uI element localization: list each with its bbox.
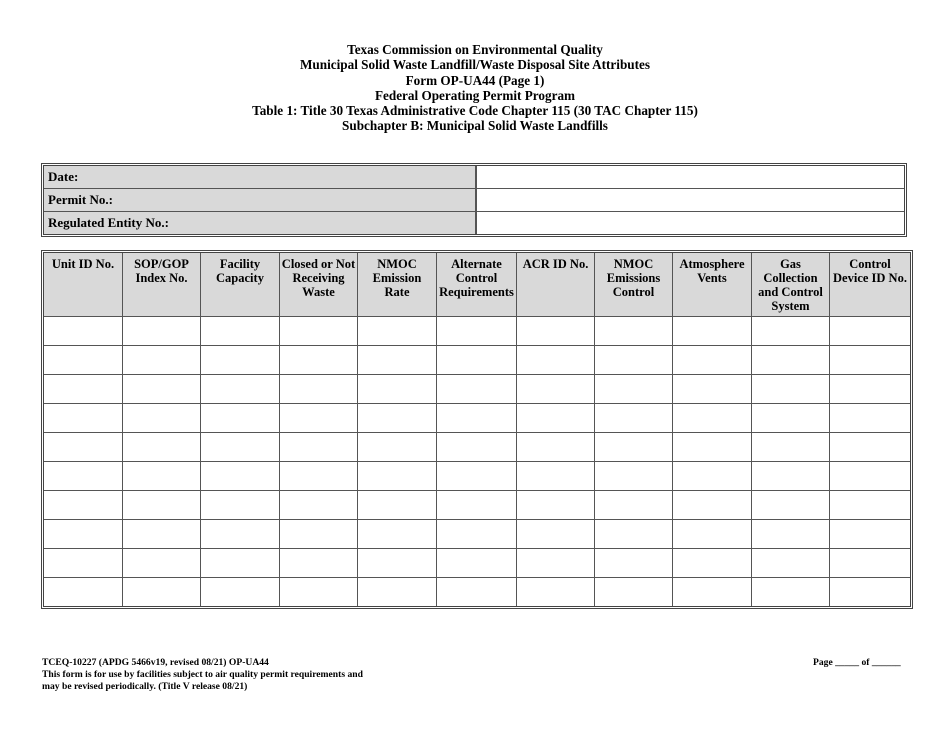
- table-cell[interactable]: [595, 433, 673, 462]
- table-cell[interactable]: [437, 578, 517, 606]
- table-cell[interactable]: [201, 317, 280, 346]
- table-cell[interactable]: [673, 433, 752, 462]
- table-cell[interactable]: [358, 346, 437, 375]
- table-cell[interactable]: [830, 346, 910, 375]
- table-cell[interactable]: [517, 404, 595, 433]
- table-cell[interactable]: [830, 520, 910, 549]
- table-cell[interactable]: [44, 346, 123, 375]
- table-cell[interactable]: [752, 433, 830, 462]
- table-cell[interactable]: [44, 433, 123, 462]
- table-cell[interactable]: [673, 404, 752, 433]
- table-cell[interactable]: [358, 375, 437, 404]
- table-cell[interactable]: [830, 578, 910, 606]
- table-row: [44, 462, 910, 491]
- table-title: Table 1: Title 30 Texas Administrative Code Chapter 115 (30 TAC Chapter 115): [252, 103, 698, 119]
- col-alternate-control: Alternate Control Requirements: [437, 253, 517, 317]
- table-cell[interactable]: [595, 346, 673, 375]
- table-cell[interactable]: [752, 462, 830, 491]
- table-cell[interactable]: [673, 346, 752, 375]
- table-cell[interactable]: [517, 578, 595, 606]
- table-cell[interactable]: [517, 433, 595, 462]
- table-cell[interactable]: [201, 462, 280, 491]
- table-cell[interactable]: [752, 346, 830, 375]
- form-number: Form OP-UA44 (Page 1): [405, 72, 545, 88]
- regulated-entity-field[interactable]: [477, 212, 904, 234]
- usage-note-2: may be revised periodically. (Title V release 08/21): [42, 680, 248, 692]
- table-cell[interactable]: [44, 578, 123, 606]
- table-cell[interactable]: [437, 491, 517, 520]
- table-row: [44, 491, 910, 520]
- table-cell[interactable]: [280, 520, 358, 549]
- col-control-device-id: Control Device ID No.: [830, 253, 910, 317]
- table-cell[interactable]: [517, 462, 595, 491]
- table-cell[interactable]: [280, 578, 358, 606]
- table-cell[interactable]: [437, 404, 517, 433]
- table-cell[interactable]: [595, 520, 673, 549]
- table-cell[interactable]: [358, 520, 437, 549]
- form-footer: [42, 657, 363, 692]
- table-cell[interactable]: [517, 375, 595, 404]
- table-cell[interactable]: [358, 462, 437, 491]
- col-sop-gop-index: SOP/GOP Index No.: [123, 253, 201, 317]
- table-cell[interactable]: [44, 520, 123, 549]
- table-cell[interactable]: [830, 317, 910, 346]
- table-cell[interactable]: [673, 462, 752, 491]
- table-cell[interactable]: [673, 578, 752, 606]
- col-nmoc-emissions-control: NMOC Emissions Control: [595, 253, 673, 317]
- table-cell[interactable]: [123, 404, 201, 433]
- table-row: [44, 375, 910, 404]
- table-cell[interactable]: [517, 491, 595, 520]
- table-cell[interactable]: [752, 520, 830, 549]
- table-row: [44, 346, 910, 375]
- table-cell[interactable]: [123, 578, 201, 606]
- table-cell[interactable]: [595, 491, 673, 520]
- table-cell[interactable]: [201, 375, 280, 404]
- table-cell[interactable]: [595, 375, 673, 404]
- unit-attributes-table: [41, 250, 913, 609]
- date-label: Date:: [44, 166, 477, 189]
- table-cell[interactable]: [830, 375, 910, 404]
- table-cell[interactable]: [358, 317, 437, 346]
- table-cell[interactable]: [201, 491, 280, 520]
- table-cell[interactable]: [123, 433, 201, 462]
- table-cell[interactable]: [280, 491, 358, 520]
- table-cell[interactable]: [830, 462, 910, 491]
- table-cell[interactable]: [201, 346, 280, 375]
- permit-info-table: [41, 163, 907, 237]
- table-cell[interactable]: [673, 317, 752, 346]
- table-cell[interactable]: [358, 578, 437, 606]
- table-cell[interactable]: [673, 549, 752, 578]
- table-cell[interactable]: [123, 317, 201, 346]
- table-cell[interactable]: [123, 346, 201, 375]
- table-cell[interactable]: [123, 491, 201, 520]
- form-header: [0, 42, 950, 134]
- permit-label: Permit No.:: [44, 189, 477, 212]
- entity-row: [44, 212, 904, 234]
- table-cell[interactable]: [358, 404, 437, 433]
- col-gas-collection: Gas Collection and Control System: [752, 253, 830, 317]
- subchapter-title: Subchapter B: Municipal Solid Waste Landfills: [342, 118, 608, 134]
- table-cell[interactable]: [595, 404, 673, 433]
- table-cell[interactable]: [673, 520, 752, 549]
- table-cell[interactable]: [517, 520, 595, 549]
- table-cell[interactable]: [358, 549, 437, 578]
- table-row: [44, 549, 910, 578]
- table-cell[interactable]: [673, 375, 752, 404]
- table-cell[interactable]: [44, 491, 123, 520]
- table-cell[interactable]: [201, 433, 280, 462]
- table-cell[interactable]: [752, 491, 830, 520]
- table-cell[interactable]: [595, 578, 673, 606]
- table-cell[interactable]: [752, 404, 830, 433]
- form-subject: Municipal Solid Waste Landfill/Waste Disposal Site Attributes: [299, 57, 650, 73]
- regulated-entity-label: Regulated Entity No.:: [44, 212, 477, 234]
- page-number: Page _____ of ______: [813, 657, 901, 668]
- date-row: [44, 166, 904, 189]
- table-row: [44, 433, 910, 462]
- table-cell[interactable]: [517, 346, 595, 375]
- table-cell[interactable]: [358, 433, 437, 462]
- col-nmoc-emission-rate: NMOC Emission Rate: [358, 253, 437, 317]
- table-row: [44, 404, 910, 433]
- table-cell[interactable]: [517, 317, 595, 346]
- table-cell[interactable]: [201, 404, 280, 433]
- table-cell[interactable]: [280, 317, 358, 346]
- col-acr-id: ACR ID No.: [517, 253, 595, 317]
- unit-rows: [44, 317, 910, 606]
- table-cell[interactable]: [437, 317, 517, 346]
- table-cell[interactable]: [830, 404, 910, 433]
- agency-title: Texas Commission on Environmental Quality: [347, 42, 603, 57]
- table-cell[interactable]: [437, 433, 517, 462]
- col-atmosphere-vents: Atmosphere Vents: [673, 253, 752, 317]
- table-cell[interactable]: [201, 549, 280, 578]
- table-cell[interactable]: [280, 549, 358, 578]
- table-cell[interactable]: [673, 491, 752, 520]
- table-cell[interactable]: [201, 578, 280, 606]
- table-row: [44, 520, 910, 549]
- col-facility-capacity: Facility Capacity: [201, 253, 280, 317]
- permit-row: [44, 189, 904, 212]
- table-cell[interactable]: [830, 433, 910, 462]
- table-cell[interactable]: [752, 317, 830, 346]
- form-revision: TCEQ-10227 (APDG 5466v19, revised 08/21) OP-UA44: [42, 657, 269, 668]
- table-cell[interactable]: [280, 375, 358, 404]
- table-cell[interactable]: [437, 375, 517, 404]
- col-unit-id: Unit ID No.: [44, 253, 123, 317]
- table-cell[interactable]: [752, 578, 830, 606]
- table-row: [44, 578, 910, 606]
- table-cell[interactable]: [830, 491, 910, 520]
- table-cell[interactable]: [595, 317, 673, 346]
- table-cell[interactable]: [752, 375, 830, 404]
- table-cell[interactable]: [123, 375, 201, 404]
- table-cell[interactable]: [280, 404, 358, 433]
- table-row: [44, 317, 910, 346]
- usage-note-1: This form is for use by facilities subject to air quality permit requirements and: [42, 668, 363, 680]
- table-cell[interactable]: [280, 346, 358, 375]
- table-cell[interactable]: [437, 549, 517, 578]
- table-cell[interactable]: [280, 462, 358, 491]
- table-cell[interactable]: [595, 462, 673, 491]
- table-cell[interactable]: [280, 433, 358, 462]
- table-cell[interactable]: [437, 462, 517, 491]
- table-cell[interactable]: [123, 549, 201, 578]
- table-cell[interactable]: [358, 491, 437, 520]
- table-cell[interactable]: [44, 462, 123, 491]
- col-closed-not-receiving: Closed or Not Receiving Waste: [280, 253, 358, 317]
- table-cell[interactable]: [44, 549, 123, 578]
- table-cell[interactable]: [44, 375, 123, 404]
- table-cell[interactable]: [123, 520, 201, 549]
- table-cell[interactable]: [123, 462, 201, 491]
- program-name: Federal Operating Permit Program: [374, 87, 576, 103]
- table-cell[interactable]: [44, 404, 123, 433]
- table-cell[interactable]: [201, 520, 280, 549]
- table-cell[interactable]: [437, 346, 517, 375]
- column-header-row: [44, 253, 910, 317]
- table-cell[interactable]: [44, 317, 123, 346]
- table-cell[interactable]: [517, 549, 595, 578]
- table-cell[interactable]: [752, 549, 830, 578]
- table-cell[interactable]: [830, 549, 910, 578]
- table-cell[interactable]: [437, 520, 517, 549]
- date-field[interactable]: [477, 166, 904, 189]
- table-cell[interactable]: [595, 549, 673, 578]
- permit-field[interactable]: [477, 189, 904, 212]
